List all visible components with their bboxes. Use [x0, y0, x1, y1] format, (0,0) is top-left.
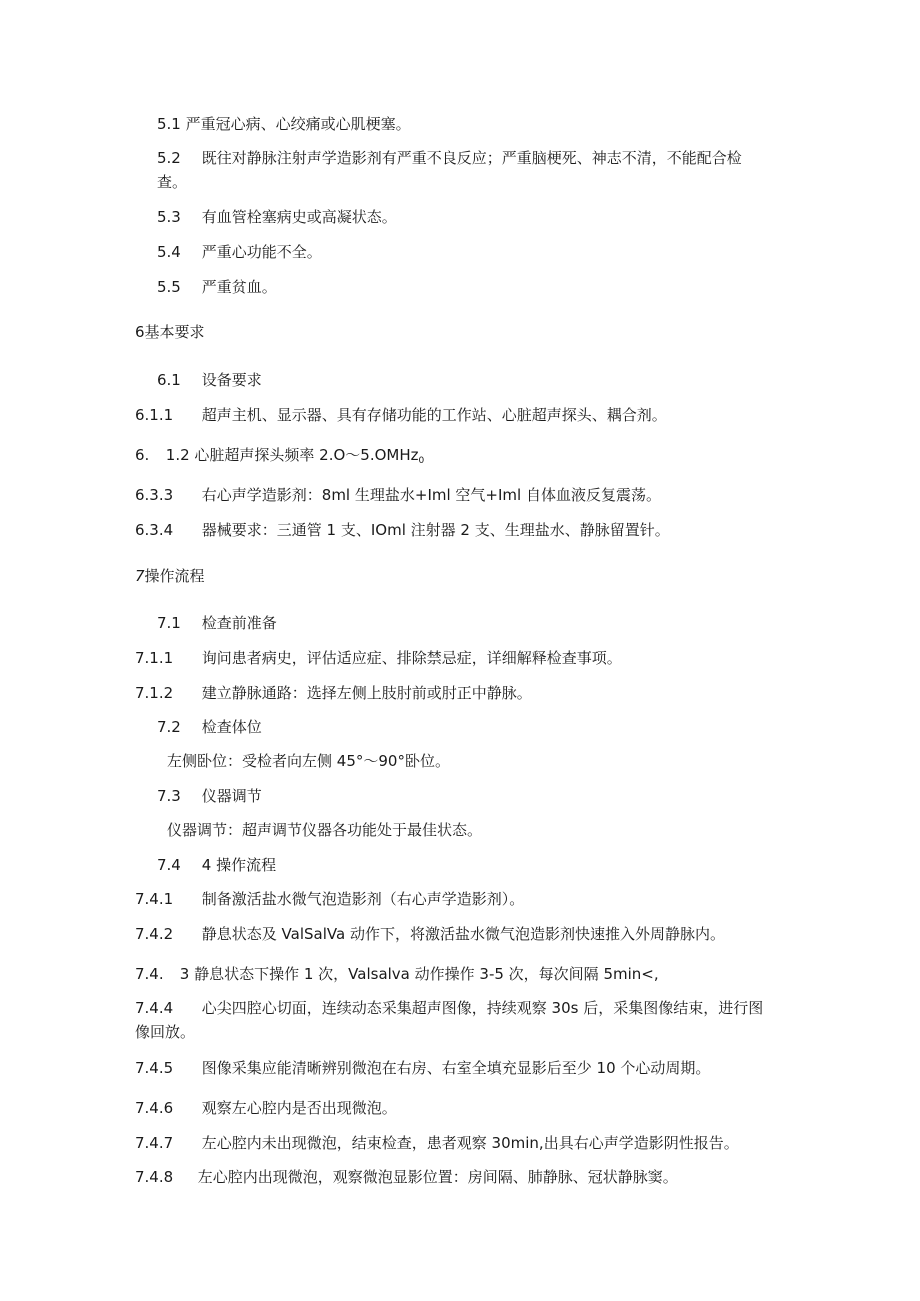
item-text: 器械要求：三通管 1 支、IOml 注射器 2 支、生理盐水、静脉留置针。 — [201, 521, 670, 539]
item-number: 7.1 — [157, 614, 181, 632]
item-text: 图像采集应能清晰辨别微泡在右房、右室全填充显影后至少 10 个心动周期。 — [201, 1059, 711, 1077]
section-title: 操作流程 — [144, 567, 205, 585]
item-text: 检查前准备 — [201, 614, 277, 632]
item-5-4 — [157, 242, 322, 262]
item-text: 检查体位 — [201, 718, 262, 736]
item-text: 严重贫血。 — [201, 278, 277, 296]
item-7-4-6 — [135, 1098, 397, 1118]
item-number: 6.1.1 — [135, 406, 174, 424]
item-number: 7.4.2 — [135, 925, 174, 943]
item-7-2-body — [167, 751, 450, 771]
item-7-1 — [157, 613, 277, 633]
item-7-4-1 — [135, 889, 524, 909]
item-7-3-body — [167, 820, 482, 840]
item-number: 5.1 — [157, 115, 181, 133]
item-text: 仪器调节 — [201, 787, 262, 805]
item-text: 右心声学造影剂：8ml 生理盐水+Iml 空气+Iml 自体血液反复震荡。 — [201, 486, 661, 504]
item-text: 超声主机、显示器、具有存储功能的工作站、心脏超声探头、耦合剂。 — [201, 406, 667, 424]
item-7-4 — [157, 855, 276, 875]
item-number: 7.4.1 — [135, 890, 174, 908]
item-text: 心尖四腔心切面，连续动态采集超声图像，持续观察 30s 后，采集图像结束，进行图 — [201, 999, 764, 1017]
item-number: 7.4.8 — [135, 1168, 174, 1186]
item-6-1 — [157, 370, 262, 390]
item-7-4-4-continuation — [135, 1022, 195, 1042]
item-5-5 — [157, 277, 277, 297]
item-number: 5.5 — [157, 278, 181, 296]
section-title: 基本要求 — [144, 323, 205, 341]
item-7-4-2 — [135, 924, 725, 944]
item-text: 既往对静脉注射声学造影剂有严重不良反应；严重脑梗死、神志不清，不能配合检 — [201, 149, 742, 167]
item-number: 7.4.5 — [135, 1059, 174, 1077]
item-number: 7.3 — [157, 787, 181, 805]
item-number: 7.4.7 — [135, 1134, 174, 1152]
item-text: 静息状态及 ValSalVa 动作下，将激活盐水微气泡造影剂快速推入外周静脉内。 — [201, 925, 725, 943]
item-text: 4 操作流程 — [201, 856, 277, 874]
item-number: 7.1.2 — [135, 684, 174, 702]
item-number: 5.3 — [157, 208, 181, 226]
item-6-3-4 — [135, 520, 670, 540]
item-number: 6.3.4 — [135, 521, 174, 539]
section-number: 7 — [135, 567, 145, 585]
item-text: 左心腔内未出现微泡，结束检查，患者观察 30min,出具右心声学造影阴性报告。 — [201, 1134, 739, 1152]
item-number: 7.4.6 — [135, 1099, 174, 1117]
item-text: 3 静息状态下操作 1 次，Valsalva 动作操作 3-5 次，每次间隔 5min<, — [179, 965, 659, 983]
item-text: 有血管栓塞病史或高凝状态。 — [201, 208, 397, 226]
item-text: 1.2 心脏超声探头频率 2.O～5.OMHz — [165, 446, 419, 464]
item-text: 左侧卧位：受检者向左侧 45°～90°卧位。 — [167, 752, 450, 770]
item-text: 仪器调节：超声调节仪器各功能处于最佳状态。 — [167, 821, 483, 839]
item-5-2 — [157, 148, 742, 168]
item-number: 7.4 — [157, 856, 181, 874]
item-7-2 — [157, 717, 262, 737]
item-5-1 — [157, 114, 411, 134]
item-subscript: 0 — [418, 456, 425, 466]
item-number: 5.4 — [157, 243, 181, 261]
item-7-1-1 — [135, 648, 622, 668]
item-text: 像回放。 — [135, 1023, 196, 1041]
section-6-heading — [135, 322, 205, 342]
item-text: 严重冠心病、心绞痛或心肌梗塞。 — [185, 115, 411, 133]
item-7-4-3 — [135, 964, 659, 984]
item-number: 5.2 — [157, 149, 181, 167]
item-7-4-7 — [135, 1133, 739, 1153]
item-5-2-continuation — [157, 172, 187, 192]
item-number: 7.2 — [157, 718, 181, 736]
item-7-4-4 — [135, 998, 763, 1018]
item-text: 观察左心腔内是否出现微泡。 — [201, 1099, 397, 1117]
item-7-3 — [157, 786, 262, 806]
item-7-4-8 — [135, 1167, 678, 1187]
item-text: 建立静脉通路：选择左侧上肢肘前或肘正中静脉。 — [201, 684, 532, 702]
item-text: 查。 — [157, 173, 188, 191]
section-number: 6 — [135, 323, 145, 341]
item-text: 设备要求 — [201, 371, 262, 389]
item-number: 6.1 — [157, 371, 181, 389]
item-7-1-2 — [135, 683, 532, 703]
item-6-1-2 — [135, 445, 424, 471]
section-7-heading — [135, 566, 205, 586]
item-text: 左心腔内出现微泡，观察微泡显影位置：房间隔、肺静脉、冠状静脉窦。 — [197, 1168, 678, 1186]
item-number: 7.4. — [135, 965, 164, 983]
item-text: 制备激活盐水微气泡造影剂（右心声学造影剂）。 — [201, 890, 525, 908]
item-6-3-3 — [135, 485, 661, 505]
item-7-4-5 — [135, 1058, 710, 1078]
item-number: 7.1.1 — [135, 649, 174, 667]
item-5-3 — [157, 207, 397, 227]
item-number: 6.3.3 — [135, 486, 174, 504]
item-number: 6. — [135, 446, 150, 464]
item-number: 7.4.4 — [135, 999, 174, 1017]
item-text: 严重心功能不全。 — [201, 243, 322, 261]
item-6-1-1 — [135, 405, 667, 425]
item-text: 询问患者病史，评估适应症、排除禁忌症，详细解释检查事项。 — [201, 649, 622, 667]
